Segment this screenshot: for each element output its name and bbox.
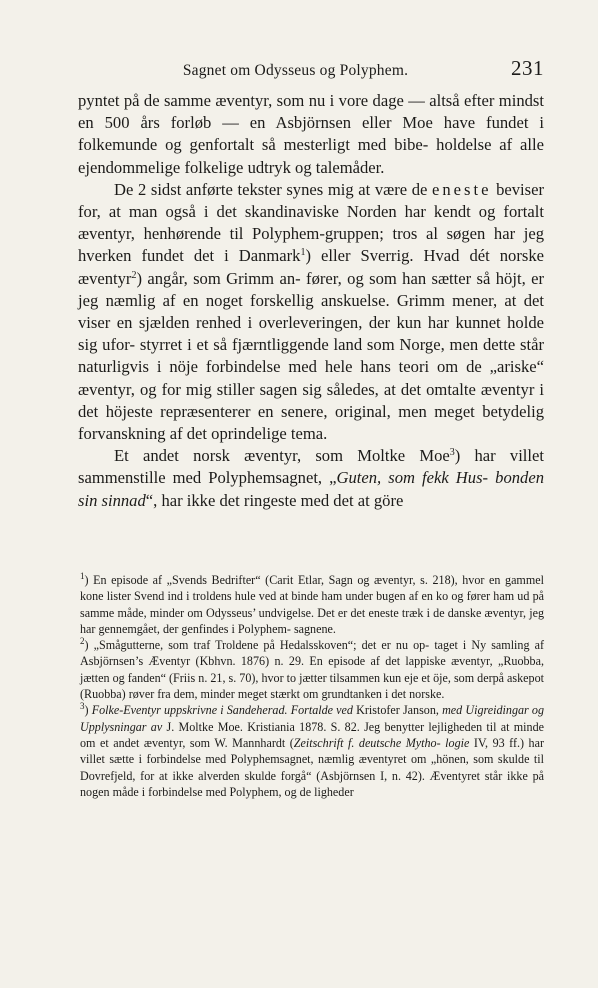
text-line: tema. xyxy=(290,424,328,444)
footnote-paren: ) xyxy=(84,703,92,718)
footnote-line: ikke på nogen måde i forbindelse med Polyphem, og de ligheder xyxy=(80,768,544,799)
running-title: Sagnet om Odysseus og Polyphem. xyxy=(182,62,409,79)
footnote-line: En episode af det lappiske æventyr, „Ruobba, jætten og fanden“ xyxy=(80,654,544,685)
footnote-line: måde, minder om Odysseus’ undvigelse. Det er det eneste træk i xyxy=(117,605,430,620)
footnote-line: ) En episode af „Svends Bedrifter“ (Carit Etlar, Sagn og æventyr, xyxy=(84,573,416,587)
footnote-3 xyxy=(80,702,544,800)
page-number: 231 xyxy=(511,56,544,80)
footnote-ref-3[interactable]: 3 xyxy=(449,447,455,459)
spaced-emphasis: eneste xyxy=(432,179,492,199)
footnote-mark: 1 xyxy=(80,571,85,581)
italic-title: Folke-Eventyr uppskrivne i Sandeherad. Fortalde ved xyxy=(91,703,353,718)
footnote-line: IV, 93 ff.) har villet sætte i forbindelse med Polyphemsagnet, xyxy=(80,735,545,767)
footnote-mark: 2 xyxy=(80,636,85,647)
text-line: renhed i overleveringen, der kun har kunnet holde sig ufor- xyxy=(78,313,544,355)
footnote-line: sagnene. xyxy=(293,621,336,636)
running-header xyxy=(80,56,544,81)
paragraph-2 xyxy=(78,179,544,445)
footnote-line: ) „Smågutterne, som traf Troldene på Hedalsskoven“; det er nu op- xyxy=(84,638,430,653)
footnote-line: taget i Ny samling af Asbjörnsen’s Æventyr (Kbhvn. 1876) n. 29. xyxy=(80,638,544,669)
footnote-mark: 3 xyxy=(80,701,85,712)
text-line: sammenstille med Polyphemsagnet, „ xyxy=(78,468,337,488)
footnote-line: næmlig æventyret om „hönen, som skulde til Dovrefjeld, for at xyxy=(80,752,544,783)
italic-title: bonden sin sinnad xyxy=(78,468,544,510)
italic-title: med Uigreidingar og Upplysningar av xyxy=(80,703,545,734)
italic-title: logie xyxy=(445,735,470,750)
footnote-line: Kristiania 1878. S. 82. Jeg benytter lejligheden til at minde om xyxy=(80,719,544,750)
text-line: ) angår, som Grimm an- xyxy=(136,268,301,288)
footnote-line: Janson, xyxy=(402,703,443,718)
italic-title: Zeitschrift f. deutsche Mytho- xyxy=(293,735,441,750)
paragraph-3 xyxy=(78,445,544,512)
footnote-line: ikke alverden skulde forgå“ (Asbjörnsen I, n. 42). Æventyret står xyxy=(172,768,503,783)
text-line: have fundet i folkemunde og genfortalt så mesterligt med bibe- xyxy=(78,113,544,155)
paragraph-1 xyxy=(78,90,544,179)
text-line: ) har villet xyxy=(454,446,544,466)
footnote-ref-1[interactable]: 1 xyxy=(300,247,306,259)
text-line: ) eller xyxy=(305,246,351,266)
text-line: de „ariske“ æventyr, og for mig stiller sagen sig således, at xyxy=(78,357,544,399)
footnote-line: de danske æventyr, jeg har gennemgået, der genfindes i Polyphem- xyxy=(80,605,545,636)
text-line: styrret i et så fjærntliggende land som Norge, men dette xyxy=(139,335,516,355)
footnote-line: at binde ham under bugen af en ko og fører ham ud på samme xyxy=(80,589,544,620)
text-line: holdelse af alle ejendommelige folkelige udtryk og talemåder. xyxy=(78,135,544,177)
footnote-1 xyxy=(80,572,544,637)
footnote-line: s. 218), hvor en gammel kone lister Svend ind i troldens hule ved xyxy=(80,573,544,604)
text-line: “, har ikke det ringeste med det at göre xyxy=(145,490,404,510)
text-line: efter mindst en 500 års forløb — en Asbjörnsen eller Moe xyxy=(78,91,544,133)
footnote-line: Kristofer xyxy=(352,703,400,718)
text-line: De 2 sidst anførte tekster synes mig at være de xyxy=(114,179,428,199)
text-line: pyntet på de samme æventyr, som nu i vore dage — altså xyxy=(78,91,460,110)
footnote-line: J. Moltke Moe. xyxy=(162,719,243,734)
footnote-line: derpå askepot (Ruobba) røver fra dem, minder meget stærkt om xyxy=(80,670,544,702)
footnote-ref-2[interactable]: 2 xyxy=(131,269,137,281)
footnotes xyxy=(80,572,544,800)
footnote-2 xyxy=(80,637,544,702)
text-line: forskellig anskuelse. Grimm mener, at det viser en sjælden xyxy=(78,290,544,333)
text-line: Sverrig. Hvad dét norske æventyr xyxy=(78,246,544,288)
text-line: det omtalte æventyr i det höjeste repræsenterer en senere, xyxy=(78,379,544,421)
italic-title: Guten, som fekk Hus- xyxy=(336,468,489,488)
text-line: tros al søgen har jeg hverken fundet det i Danmark xyxy=(78,224,545,266)
text-line: fører, og som han sætter så höjt, er jeg næmlig af en noget xyxy=(78,268,544,310)
text-line: original, men meget betydelig forvanskning af det oprindelige xyxy=(78,401,544,444)
main-text xyxy=(78,90,544,512)
text-line: beviser for, at man også i det skandinaviske Norden har xyxy=(78,179,545,222)
footnote-line: grundtanken i det norske. xyxy=(321,687,445,702)
text-line: står naturligvis i nöje forbindelse med hele hans teori om xyxy=(78,335,544,377)
footnote-line: (Friis n. 21, s. 70), hvor to jætter tilsammen kun eje et öje, som xyxy=(169,670,475,685)
footnote-line: et andet æventyr, som W. Mannhardt ( xyxy=(99,735,294,750)
text-line: kendt og fortalt æventyr, henhørende til Polyphem-gruppen; xyxy=(78,202,544,244)
text-line: Et andet norsk æventyr, som Moltke Moe xyxy=(114,446,450,466)
